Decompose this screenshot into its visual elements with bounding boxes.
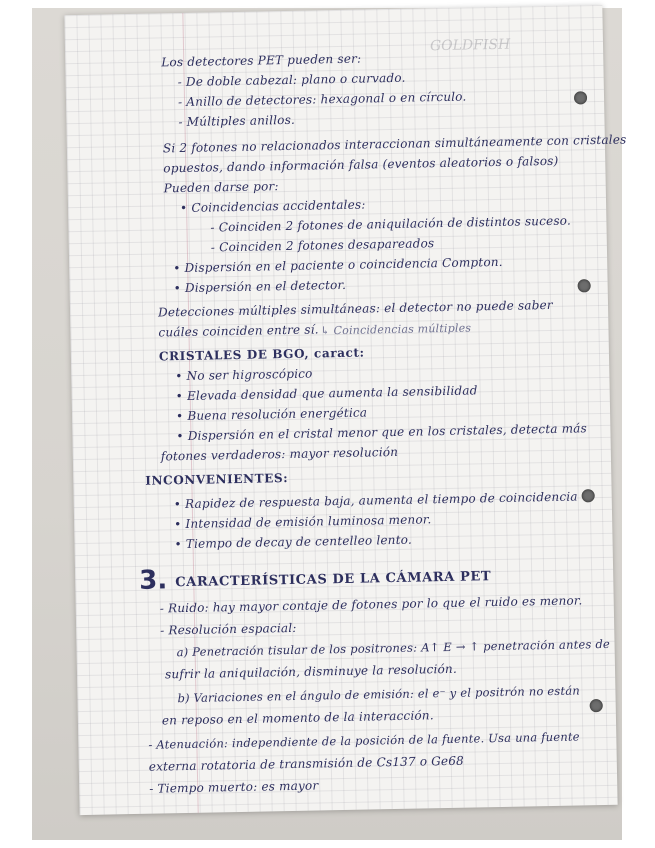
text-line: • Elevada densidad que aumenta la sensibilidad xyxy=(175,383,478,404)
punch-hole xyxy=(582,489,595,502)
bleed-through-mark: GOLDFISH xyxy=(429,36,511,55)
text-line: Los detectores PET pueden ser: xyxy=(161,51,362,70)
text-line: Detecciones múltiples simultáneas: el detector no puede saber xyxy=(157,297,553,320)
text-line: - Múltiples anillos. xyxy=(178,112,296,130)
section-title: CARACTERÍSTICAS DE LA CÁMARA PET xyxy=(175,569,492,591)
text-line: • Buena resolución energética xyxy=(175,405,368,424)
text-line: opuestos, dando información falsa (eventos aleatorios o falsos) xyxy=(163,153,559,176)
text-line: Si 2 fotones no relacionados interaccionan simultáneamente con cristales xyxy=(162,132,627,156)
text-line: en reposo en el momento de la interacción. xyxy=(161,708,434,728)
punch-hole xyxy=(590,699,603,712)
text-line: Pueden darse por: xyxy=(163,179,279,196)
text-line: • Coincidencias accidentales: xyxy=(179,197,366,216)
text-line: a) Penetración tisular de los positrones: A↑ E → ↑ penetración antes de xyxy=(176,636,611,660)
punch-hole xyxy=(578,279,591,292)
text-line: • Tiempo de decay de centelleo lento. xyxy=(174,532,413,552)
text-line: • Dispersión en el detector. xyxy=(173,277,347,296)
text-line: - Coinciden 2 fotones de aniquilación de distintos suceso. xyxy=(210,213,572,235)
text-line: - Resolución espacial: xyxy=(160,620,297,638)
text-line: - Ruido: hay mayor contaje de fotones por lo que el ruido es menor. xyxy=(159,593,583,616)
text-line: - Anillo de detectores: hexagonal o en círculo. xyxy=(177,89,467,110)
section-number: 3. xyxy=(138,565,168,596)
text-line: • Dispersión en el paciente o coincidencia Compton. xyxy=(173,254,503,276)
text-line: b) Variaciones en el ángulo de emisión: el e⁻ y el positrón no están xyxy=(177,683,581,706)
text-line: - De doble cabezal: plano o curvado. xyxy=(177,70,406,90)
text-line: cuáles coinciden entre sí. xyxy=(158,322,319,340)
margin-note: ↳ Coincidencias múltiples xyxy=(320,321,472,338)
text-line: externa rotatoria de transmisión de Cs137 o Ge68 xyxy=(148,753,465,774)
text-line: fotones verdaderos: mayor resolución xyxy=(160,444,399,464)
text-line: sufrir la aniquilación, disminuye la resolución. xyxy=(164,661,458,682)
text-line: - Atenuación: independiente de la posición de la fuente. Usa una fuente xyxy=(148,729,580,752)
text-line: • Intensidad de emisión luminosa menor. xyxy=(174,512,432,532)
text-line: • Rapidez de respuesta baja, aumenta el tiempo de coincidencia xyxy=(173,489,578,512)
punch-hole xyxy=(574,91,587,104)
section-heading: INCONVENIENTES: xyxy=(145,471,289,488)
text-line: • No ser higroscópico xyxy=(175,366,313,384)
text-line: • Dispersión en el cristal menor que en los cristales, detecta más xyxy=(176,421,588,444)
text-line: - Coinciden 2 fotones desapareados xyxy=(210,236,435,255)
section-heading: CRISTALES DE BGO, caract: xyxy=(158,345,365,364)
notebook-page xyxy=(64,5,627,815)
text-line: - Tiempo muerto: es mayor xyxy=(149,778,319,796)
